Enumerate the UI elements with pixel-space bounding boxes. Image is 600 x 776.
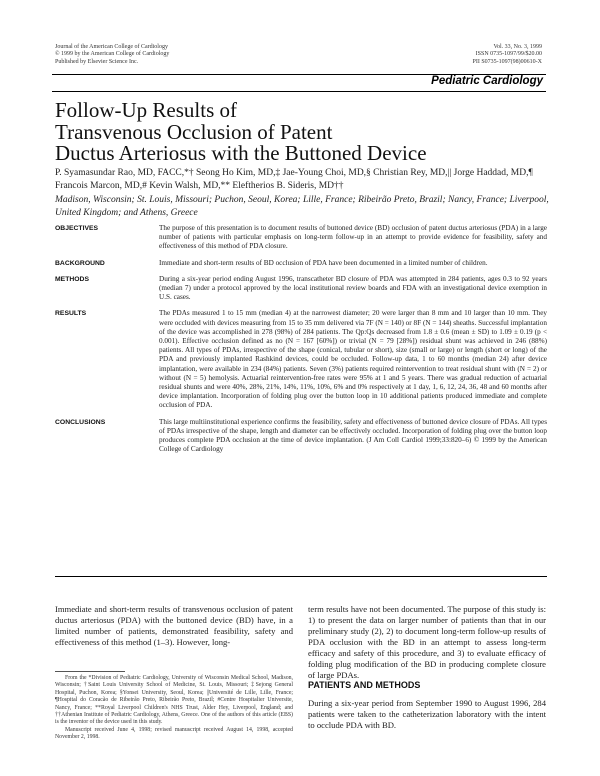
abstract-section <box>55 224 547 252</box>
journal-line: Published by Elsevier Science Inc. <box>55 58 139 65</box>
author-locations: Madison, Wisconsin; St. Louis, Missouri; Puchon, Seoul, Korea; Lille, France; Ribeirão Preto, Brazil; Nancy, France; Liverpool, United Kingdom; and Athens, Greece <box>55 195 549 218</box>
methods-paragraph: During a six-year period from September 1990 to August 1996, 284 patients were taken to the catheterization laboratory with the intent to occlude PDA with BD. <box>308 698 546 730</box>
abstract-label: OBJECTIVES <box>55 225 99 232</box>
header-rule-bottom <box>52 91 546 92</box>
intro-paragraph-continued: term results have not been documented. The purpose of this study is: 1) to present the data on larger number of patients than that in our preliminary study (2), 2) to document long-term follow-up results of PDA occlusion with the BD in an attempt to assess long-term efficacy and safety of this procedure, and 3) to evaluate efficacy of folding plug modification of the BD in producing complete closure of large PDAs. <box>308 604 546 680</box>
intro-paragraph: Immediate and short-term results of transvenous occlusion of patent ductus arteriosus (PDA) with the buttoned device (BD) have, in a limited number of patients, demonstrated feasibility, safety and effectiveness of this method (1–3). However, long- <box>55 604 293 647</box>
section-heading: PATIENTS AND METHODS <box>308 680 421 690</box>
journal-info <box>55 44 169 66</box>
issue-line: Vol. 33, No. 3, 1999 <box>493 44 542 50</box>
article-title <box>55 100 555 165</box>
abstract-text: The PDAs measured 1 to 15 mm (median 4) at the narrowest diameter; 20 were larger than 8 mm and 10 larger than 10 mm. They were occluded with devices measuring from 15 to 35 mm delivered via 7F (N = 140) or 8F (N = 144) sheaths. Successful implantation of the device was accomplished in 278 (98%) of 284 patients. The Qp:Qs decreased from 1.8 ± 0.6 (mean ± SD) to 1.09 ± 0.19 (p < 0.001). Effective occlusion defined as no (N = 167 [60%]) or trivial (N = 79 [28%]) residual shunt was achieved in 246 (88%) patients. All types of PDAs, irrespective of the shape (conical, tubular or short), size (small or large) or length (short or long) of the PDA and previously implanted Rashkind devices, could be occluded. Follow-up data, 1 to 60 months (median 24) after device implantation, were available in 234 (84%) patients. Seven (3%) patients required reintervention to treat residual shunt with (N = 2) or without (N = 5) hemolysis. Actuarial reintervention-free rates were 95% at 1 and 5 years. There was gradual reduction of actuarial residual shunts and were 40%, 28%, 21%, 14%, 11%, 10%, 6% and 0% respectively at 1 day, 1, 6, 12, 24, 36, 48 and 60 months after device implantation. Incorporation of folding plug over the button loop in 10 additional patients produced immediate and complete occlusion of PDA. <box>159 309 547 410</box>
abstract-rule <box>55 576 547 577</box>
issue-line: PII S0735-1097(98)00610-X <box>472 58 542 65</box>
issue-info <box>473 44 543 66</box>
title-line: Ductus Arteriosus with the Buttoned Device <box>55 141 427 165</box>
abstract-label: RESULTS <box>55 310 87 318</box>
abstract-label: METHODS <box>55 275 89 283</box>
journal-line: Journal of the American College of Cardiology <box>55 44 168 50</box>
abstract-label: BACKGROUND <box>55 259 105 267</box>
title-line: Transvenous Occlusion of Patent <box>55 119 333 144</box>
footnote-rule <box>55 671 125 672</box>
abstract-text: Immediate and short-term results of BD occlusion of PDA have been documented in a limited number of children. <box>159 258 488 267</box>
abstract-section <box>55 418 547 455</box>
abstract-section <box>55 275 547 303</box>
footnote-affiliations: From the *Division of Pediatric Cardiology, University of Wisconsin Medical School, Madison, Wisconsin; †Saint Louis University School of Medicine, St. Louis, Missouri; ‡Sejong General Hospital, Puchon, Korea; §Yonsei University, Seoul, Korea; ||Université de Lille, Lille, France; ¶Hospital do Coracão de Ribeirão Preto, Ribeirão Preto, Brazil; #Centre Hospitalier Universite, Nancy, France; **Royal Liverpool Children's NHS Trust, Alder Hey, Liverpool, England; and ††Athenian Institute of Pediatric Cardiology, Athens, Greece. One of the authors of this article (EBS) is the inventor of the device used in this study. <box>55 675 293 726</box>
abstract-text: During a six-year period ending August 1996, transcatheter BD closure of PDA was attempted in 284 patients, ages 0.3 to 92 years (median 7) under a protocol approved by the local institutional review boards and FDA with an investigational device exemption in U.S. cases. <box>159 274 547 302</box>
structured-abstract <box>55 224 547 461</box>
abstract-section <box>55 259 547 268</box>
section-label: Pediatric Cardiology <box>431 75 543 87</box>
issue-line: ISSN 0735-1097/99/$20.00 <box>475 51 542 58</box>
abstract-label: CONCLUSIONS <box>55 418 106 426</box>
title-line: Follow-Up Results of <box>55 98 238 122</box>
footnote-dates: Manuscript received June 4, 1998; revised manuscript received August 14, 1998, accepted November 2, 1998. <box>55 726 293 741</box>
journal-line: © 1999 by the American College of Cardiology <box>55 51 170 58</box>
abstract-text: The purpose of this presentation is to document results of buttoned device (BD) occlusion of patent ductus arteriosus (PDA) in a large number of patients with particular emphasis on long-term follow-up in an attempt to provide evidence for feasibility, safety and effectiveness of this method of PDA closure. <box>159 224 547 251</box>
footnotes <box>55 675 293 742</box>
author-list: P. Syamasundar Rao, MD, FACC,*† Seong Ho Kim, MD,‡ Jae-Young Choi, MD,§ Christian Rey, MD,|| Jorge Haddad, MD,¶ Francois Marcon, MD,# Kevin Walsh, MD,** Eleftherios B. Sideris, MD†† <box>55 168 533 191</box>
abstract-text: This large multiinstitutional experience confirms the feasibility, safety and effectiveness of buttoned device closure of PDAs. All types of PDAs irrespective of the shape, length and diameter can be effectively occluded. Incorporation of folding plug over the button loop produces complete PDA occlusion at the time of device implantation. (J Am Coll Cardiol 1999;33:820–6) © 1999 by the American College of Cardiology <box>159 417 547 454</box>
abstract-section <box>55 309 547 410</box>
